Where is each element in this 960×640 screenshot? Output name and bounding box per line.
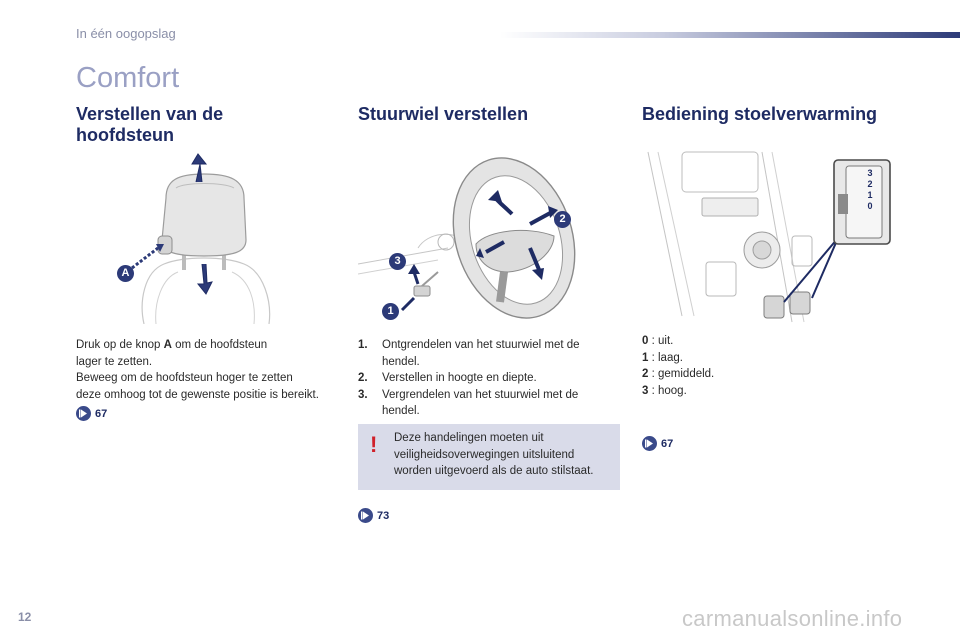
callout-a: A [117, 265, 134, 282]
heating-switch-labels: 3 2 1 0 [867, 168, 873, 211]
steering-wheel-illustration [358, 152, 598, 324]
next-page-icon [358, 508, 373, 523]
list-item: 2 : gemiddeld. [642, 368, 715, 380]
warning-icon: ! [370, 432, 378, 457]
seat-heating-page-ref[interactable]: 67 [642, 436, 673, 451]
page-number: 12 [18, 610, 32, 624]
section-label: In één oogopslag [76, 26, 176, 41]
headrest-title: Verstellen van de hoofdsteun [76, 104, 224, 145]
list-item: 3 : hoog. [642, 384, 687, 397]
page-title: Comfort [76, 62, 180, 94]
watermark: carmanualsonline.info [682, 606, 903, 631]
callout-2: 2 [554, 211, 571, 228]
steering-title: Stuurwiel verstellen [358, 104, 529, 124]
list-item: 1. Ontgrendelen van het stuurwiel met de hendel. [358, 339, 580, 368]
next-page-icon [76, 406, 91, 421]
seat-heating-legend [642, 333, 842, 399]
steering-page-ref[interactable]: 73 [358, 508, 389, 523]
steering-steps [358, 337, 608, 420]
headrest-page-ref[interactable]: 67 [76, 406, 107, 421]
seat-heating-title: Bediening stoelverwarming [642, 104, 878, 124]
header-gradient-bar [500, 32, 960, 38]
list-item: 3. Vergrendelen van het stuurwiel met de hendel. [358, 388, 579, 417]
list-item: 2. Verstellen in hoogte en diepte. [358, 372, 537, 384]
callout-1: 1 [382, 303, 399, 320]
next-page-icon [642, 436, 657, 451]
warning-text: Deze handelingen moeten uit veiligheidsoverwegingen uitsluitend worden uitgevoerd als de auto stilstaat. [394, 432, 594, 477]
headrest-illustration [104, 152, 304, 324]
center-console-illustration [642, 146, 898, 326]
list-item: 1 : laag. [642, 351, 683, 364]
list-item: 0 : uit. [642, 335, 674, 347]
headrest-instructions: Druk op de knop A om de hoofdsteun lager te zetten. Beweeg om de hoofdsteun hoger te zetten deze omhoog tot de gewenste positie is bereikt. [76, 339, 319, 401]
callout-3: 3 [389, 253, 406, 270]
